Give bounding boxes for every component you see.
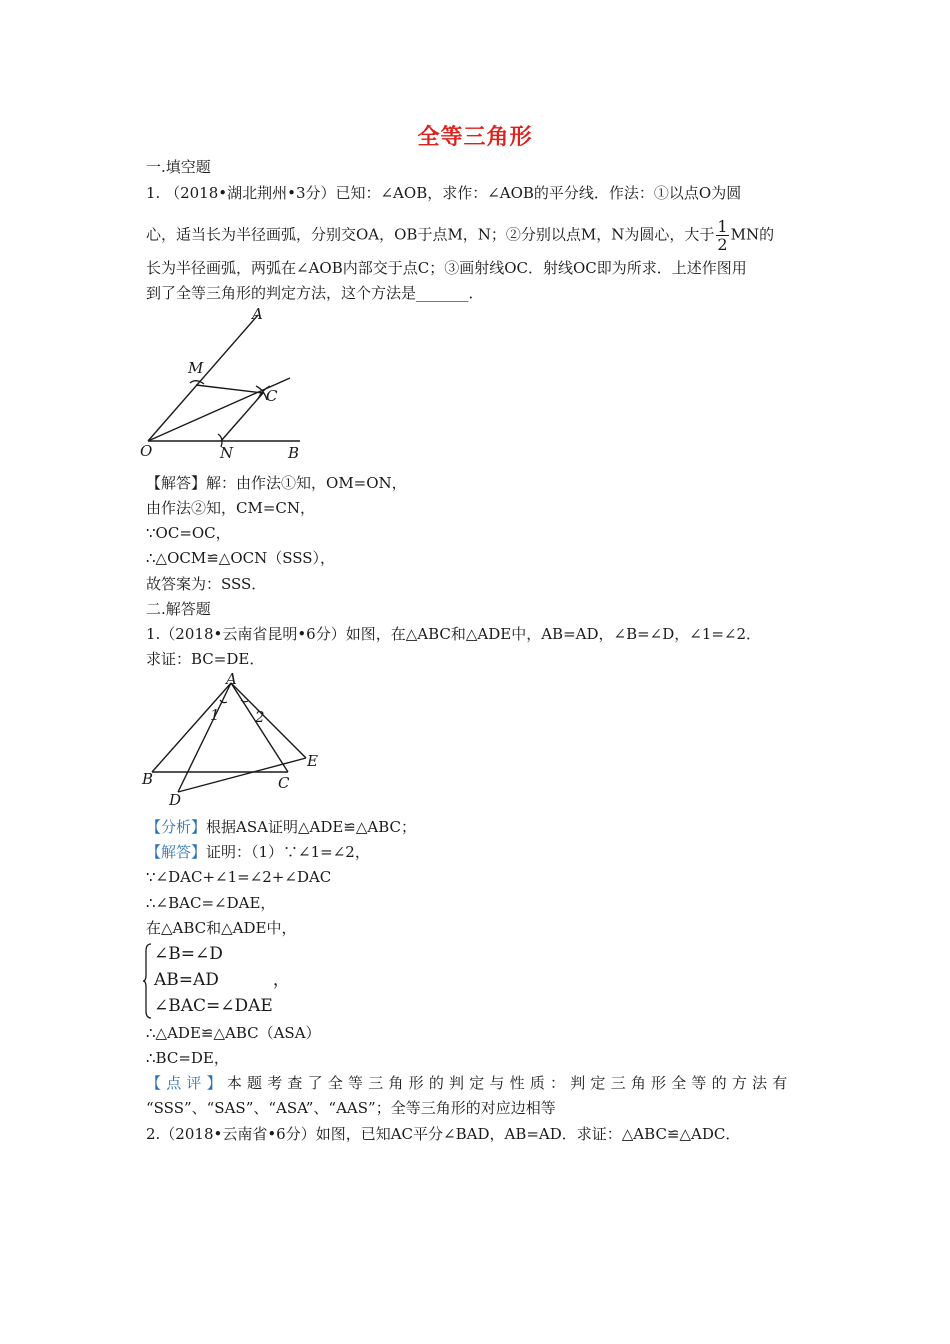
q2-line1: 1.（2018•云南省昆明•6分）如图，在△ABC和△ADE中，AB=AD，∠B=∠D，∠1=∠2． bbox=[146, 625, 762, 643]
a2-analysis bbox=[146, 817, 416, 837]
comment-tag: 【点评】 bbox=[146, 1074, 227, 1092]
label-angle-1: 1 bbox=[210, 706, 220, 724]
answer-tag: 【解答】 bbox=[146, 474, 207, 492]
comment-text1: 本题考查了全等三角形的判定与性质：判定三角形全等的方法有 bbox=[226, 1074, 793, 1092]
system-brace bbox=[142, 943, 152, 1019]
q2-line2: 求证：BC=DE． bbox=[146, 650, 265, 668]
label-a2: A bbox=[226, 670, 237, 688]
segment-ae bbox=[231, 683, 306, 758]
analysis-tag: 【分析】 bbox=[146, 818, 207, 836]
a2-line1 bbox=[146, 842, 370, 862]
q1-line2-a: 心，适当长为半径画弧，分别交OA，OB于点M，N；②分别以点M，N为圆心，大于 bbox=[146, 225, 715, 244]
a1-line3: ∵OC=OC， bbox=[146, 524, 231, 542]
a2-line2: ∵∠DAC+∠1=∠2+∠DAC bbox=[146, 868, 332, 886]
label-o: O bbox=[140, 442, 153, 460]
ray-oa bbox=[148, 315, 258, 441]
fraction-one-half bbox=[716, 218, 728, 253]
answer-tag-2: 【解答】 bbox=[146, 843, 207, 861]
label-c: C bbox=[266, 387, 278, 405]
system-line3: ∠BAC=∠DAE bbox=[154, 996, 273, 1016]
q1-line1: 1. （2018•湖北荆州•3分）已知：∠AOB，求作：∠AOB的平分线．作法：①以点O为圆 bbox=[146, 184, 742, 202]
fraction-numerator: 1 bbox=[717, 217, 728, 236]
label-angle-2: 2 bbox=[255, 708, 265, 726]
a1-line1 bbox=[146, 473, 407, 493]
segment-ad bbox=[178, 683, 231, 792]
label-e: E bbox=[307, 752, 318, 770]
page-title: 全等三角形 bbox=[417, 125, 533, 150]
system-line1: ∠B=∠D bbox=[154, 944, 223, 964]
a1-text1: 解：由作法①知，OM=ON， bbox=[206, 474, 407, 492]
a2-line6: ∴BC=DE， bbox=[146, 1049, 229, 1067]
a1-line2: 由作法②知，CM=CN， bbox=[146, 499, 316, 517]
system-comma: ， bbox=[272, 970, 290, 990]
label-b: B bbox=[288, 444, 300, 462]
analysis-text: 根据ASA证明△ADE≌△ABC； bbox=[206, 818, 417, 836]
q1-line2-b: MN的 bbox=[730, 225, 775, 244]
label-b2: B bbox=[142, 770, 154, 788]
triangles-figure bbox=[138, 670, 328, 812]
label-d: D bbox=[169, 791, 182, 809]
q1-line4: 到了全等三角形的判定方法，这个方法是_______． bbox=[146, 284, 484, 302]
q1-line3: 长为半径画弧，两弧在∠AOB内部交于点C；③画射线OC．射线OC即为所求．上述作图用 bbox=[146, 259, 747, 277]
label-c2: C bbox=[278, 774, 290, 792]
section-heading-fill-in: 一.填空题 bbox=[146, 158, 211, 176]
segment-mc bbox=[196, 385, 263, 393]
system-line2 bbox=[154, 970, 290, 990]
segment-ab bbox=[152, 683, 231, 772]
a2-comment-line1 bbox=[146, 1073, 792, 1093]
a2-text1: 证明：（1）∵∠1=∠2， bbox=[206, 843, 370, 861]
fraction-denominator: 2 bbox=[717, 235, 728, 254]
arc-mark-m bbox=[190, 381, 204, 384]
segment-nc bbox=[221, 393, 263, 441]
angle-mark-2 bbox=[241, 700, 248, 702]
label-n: N bbox=[220, 444, 234, 462]
a2-line4: 在△ABC和△ADE中， bbox=[146, 919, 297, 937]
q1-line2 bbox=[146, 218, 774, 253]
section-heading-solve: 二.解答题 bbox=[146, 600, 211, 618]
system-line2-text: AB=AD bbox=[154, 970, 219, 990]
a2-line3: ∴∠BAC=∠DAE， bbox=[146, 894, 276, 912]
label-a: A bbox=[252, 305, 263, 323]
label-m: M bbox=[188, 359, 204, 377]
a2-line5: ∴△ADE≌△ABC（ASA） bbox=[146, 1024, 321, 1042]
a1-line5: 故答案为：SSS． bbox=[146, 575, 267, 593]
segment-ac bbox=[231, 683, 288, 772]
a2-comment-line2: “SSS”、“SAS”、“ASA”、“AAS”；全等三角形的对应边相等 bbox=[146, 1099, 556, 1117]
angle-bisector-figure bbox=[138, 300, 318, 468]
q3-line1: 2.（2018•云南省•6分）如图，已知AC平分∠BAD，AB=AD．求证：△ABC≌△ADC． bbox=[146, 1125, 741, 1143]
a1-line4: ∴△OCM≌△OCN（SSS）， bbox=[146, 549, 336, 567]
